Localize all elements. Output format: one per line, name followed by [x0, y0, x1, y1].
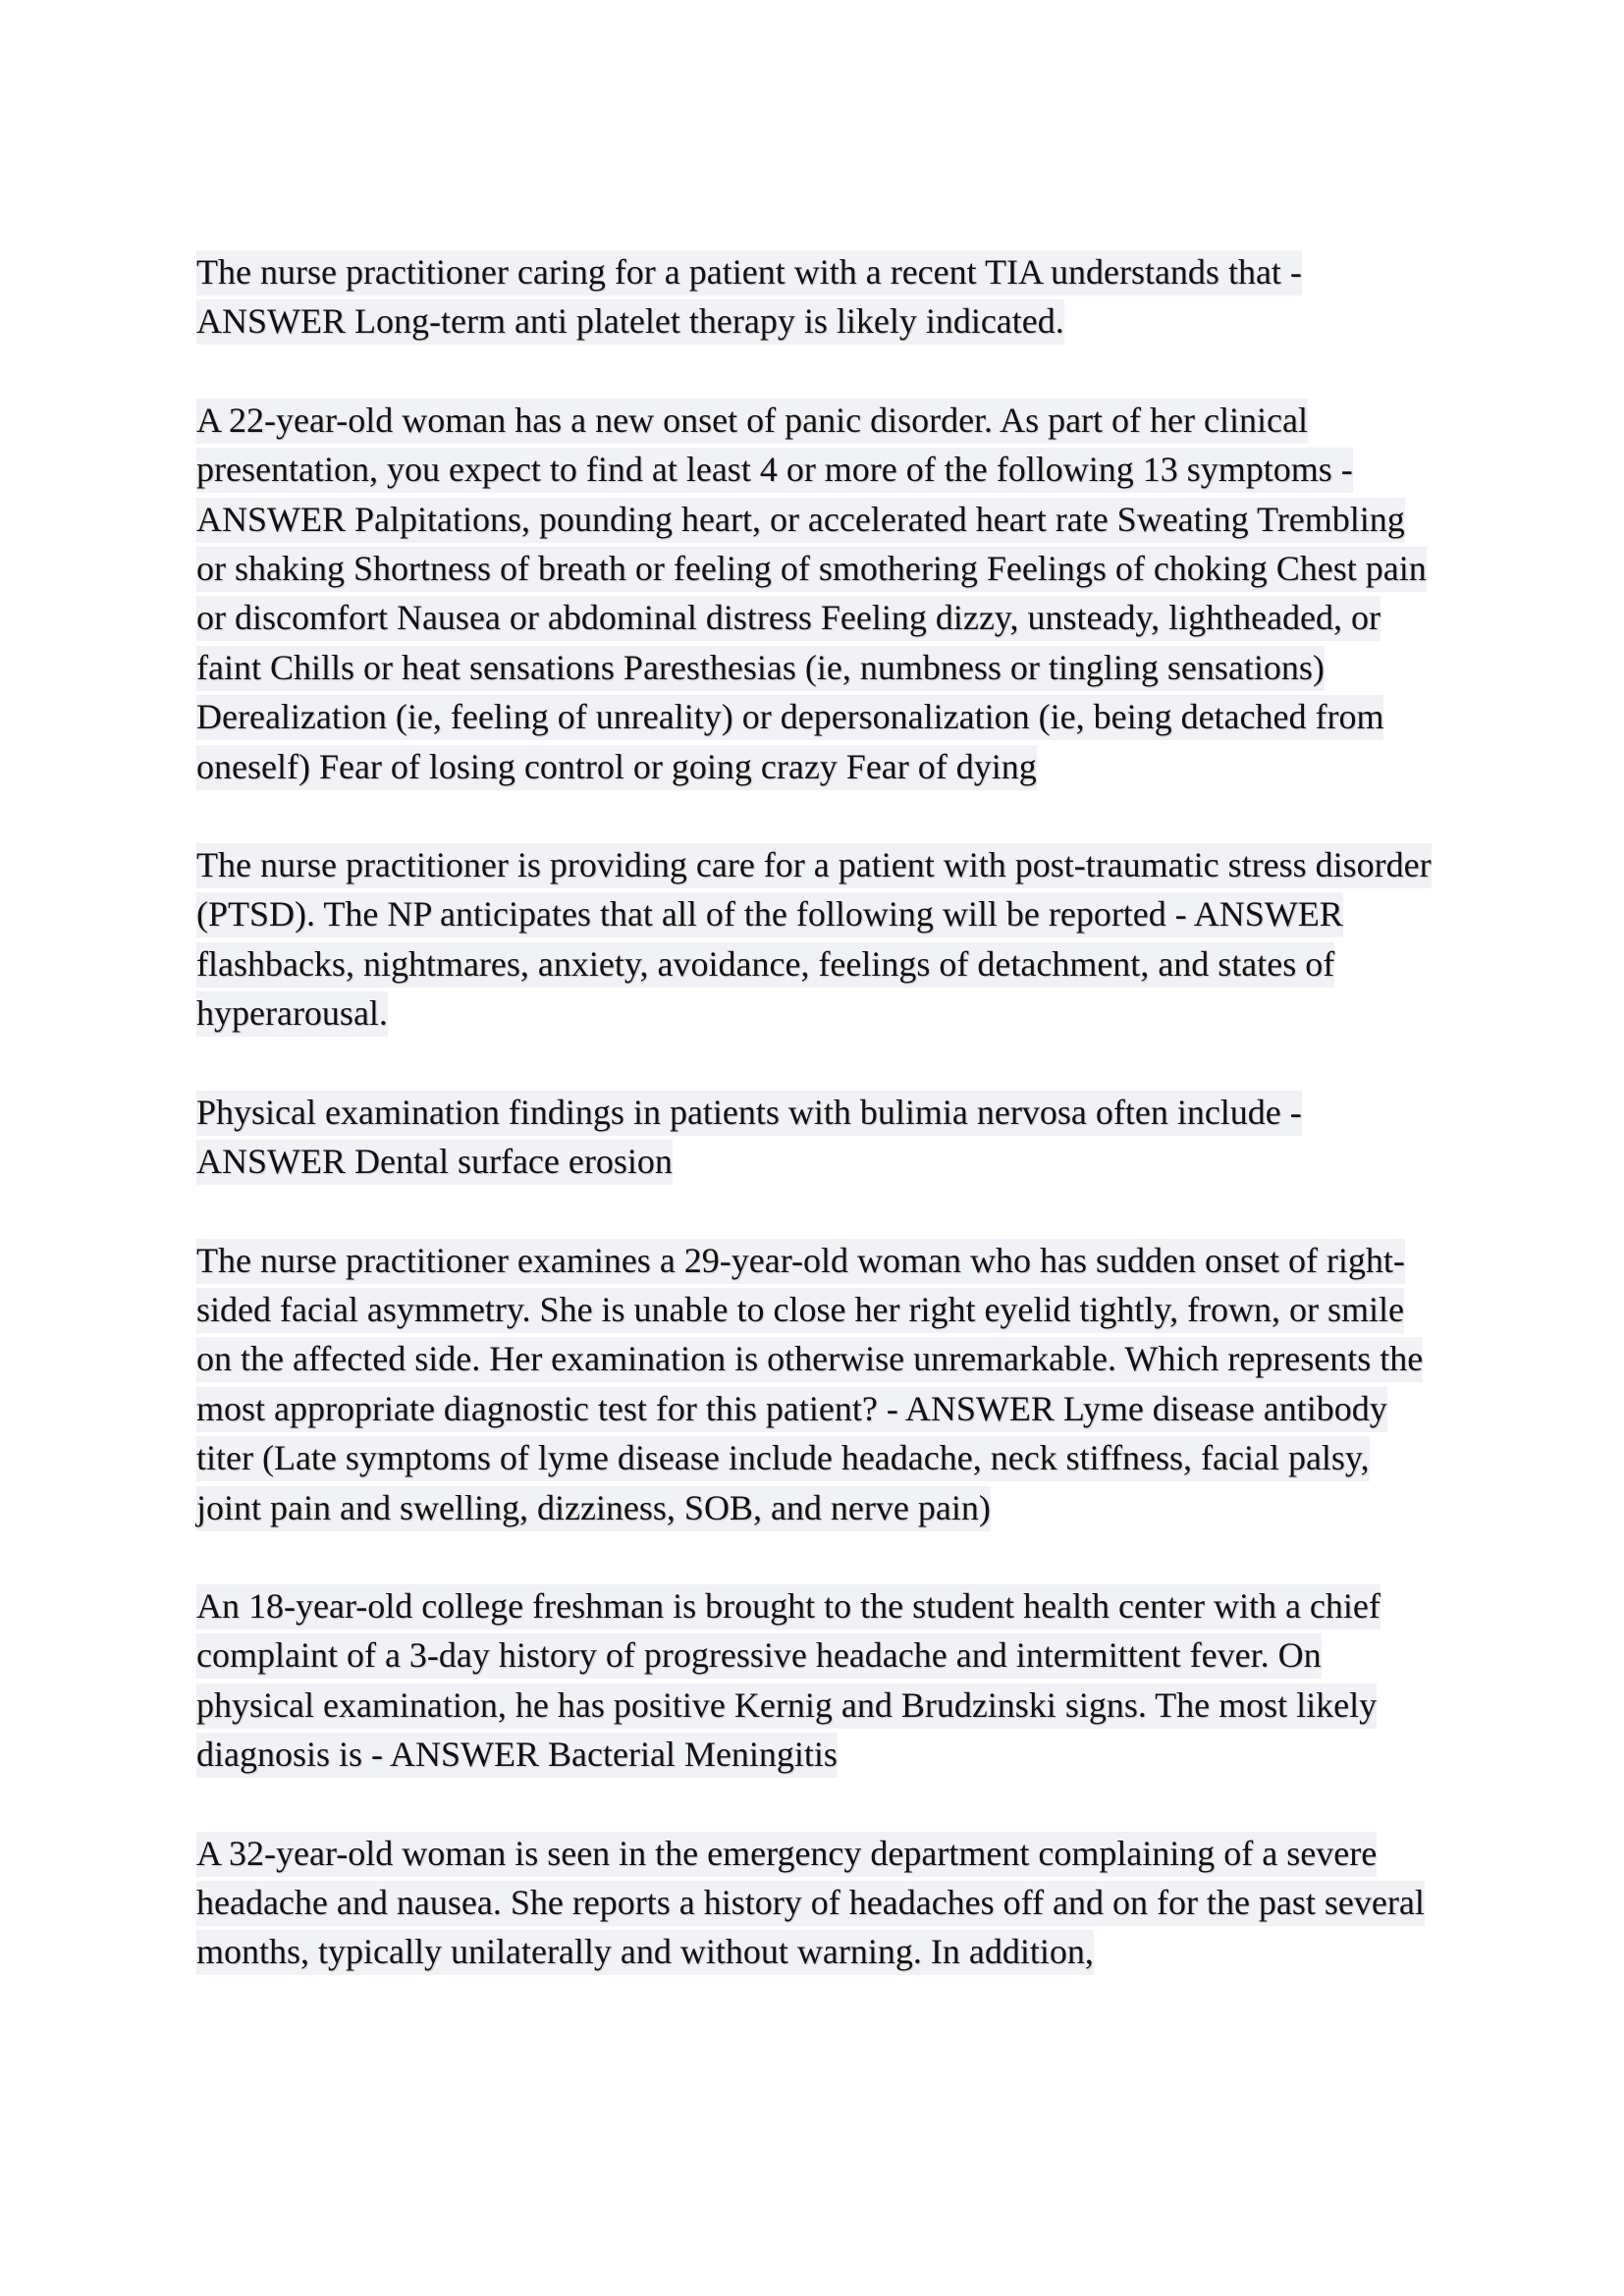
paragraph-text: The nurse practitioner caring for a patient with a recent TIA understands that - ANSWER Long-term anti platelet therapy is likely indicated.: [196, 250, 1302, 345]
paragraph-ptsd: [196, 840, 1434, 1039]
paragraph-text: An 18-year-old college freshman is brought to the student health center with a chief complaint of a 3-day history of progressive headache and intermittent fever. On physical examination, he has positive Kernig and Brudzinski signs. The most likely diagnosis is - ANSWER Bacterial Meningitis: [196, 1584, 1380, 1778]
paragraph-meningitis: [196, 1581, 1434, 1780]
paragraph-text: Physical examination findings in patients with bulimia nervosa often include - ANSWER Dental surface erosion: [196, 1091, 1302, 1185]
paragraph-text: The nurse practitioner examines a 29-year-old woman who has sudden onset of right-sided facial asymmetry. She is unable to close her right eyelid tightly, frown, or smile on the affected side. Her examination is otherwise unremarkable. Which represents the most appropriate diagnostic test for this patient? - ANSWER Lyme disease antibody titer (Late symptoms of lyme disease include headache, neck stiffness, facial palsy, joint pain and swelling, dizziness, SOB, and nerve pain): [196, 1239, 1423, 1531]
paragraph-text: The nurse practitioner is providing care for a patient with post-traumatic stress disorder (PTSD). The NP anticipates that all of the following will be reported - ANSWER flashbacks, nightmares, anxiety, avoidance, feelings of detachment, and states of hyperarousal.: [196, 843, 1432, 1037]
paragraph-text: A 22-year-old woman has a new onset of panic disorder. As part of her clinical presentation, you expect to find at least 4 or more of the following 13 symptoms - ANSWER Palpitations, pounding heart, or accelerated heart rate Sweating Trembling or shaking Shortness of breath or feeling of smothering Feelings of choking Chest pain or discomfort Nausea or abdominal distress Feeling dizzy, unsteady, lightheaded, or faint Chills or heat sensations Paresthesias (ie, numbness or tingling sensations) Derealization (ie, feeling of unreality) or depersonalization (ie, being detached from oneself) Fear of losing control or going crazy Fear of dying: [196, 399, 1427, 790]
paragraph-bulimia: [196, 1088, 1434, 1187]
paragraph-tia: [196, 247, 1434, 347]
paragraph-panic-disorder: [196, 396, 1434, 791]
paragraph-headache: [196, 1829, 1434, 1977]
document-body: [196, 247, 1434, 2026]
paragraph-facial-asymmetry: [196, 1236, 1434, 1532]
paragraph-text: A 32-year-old woman is seen in the emergency department complaining of a severe headache and nausea. She reports a history of headaches off and on for the past several months, typically unilaterally and without warning. In addition,: [196, 1832, 1425, 1976]
